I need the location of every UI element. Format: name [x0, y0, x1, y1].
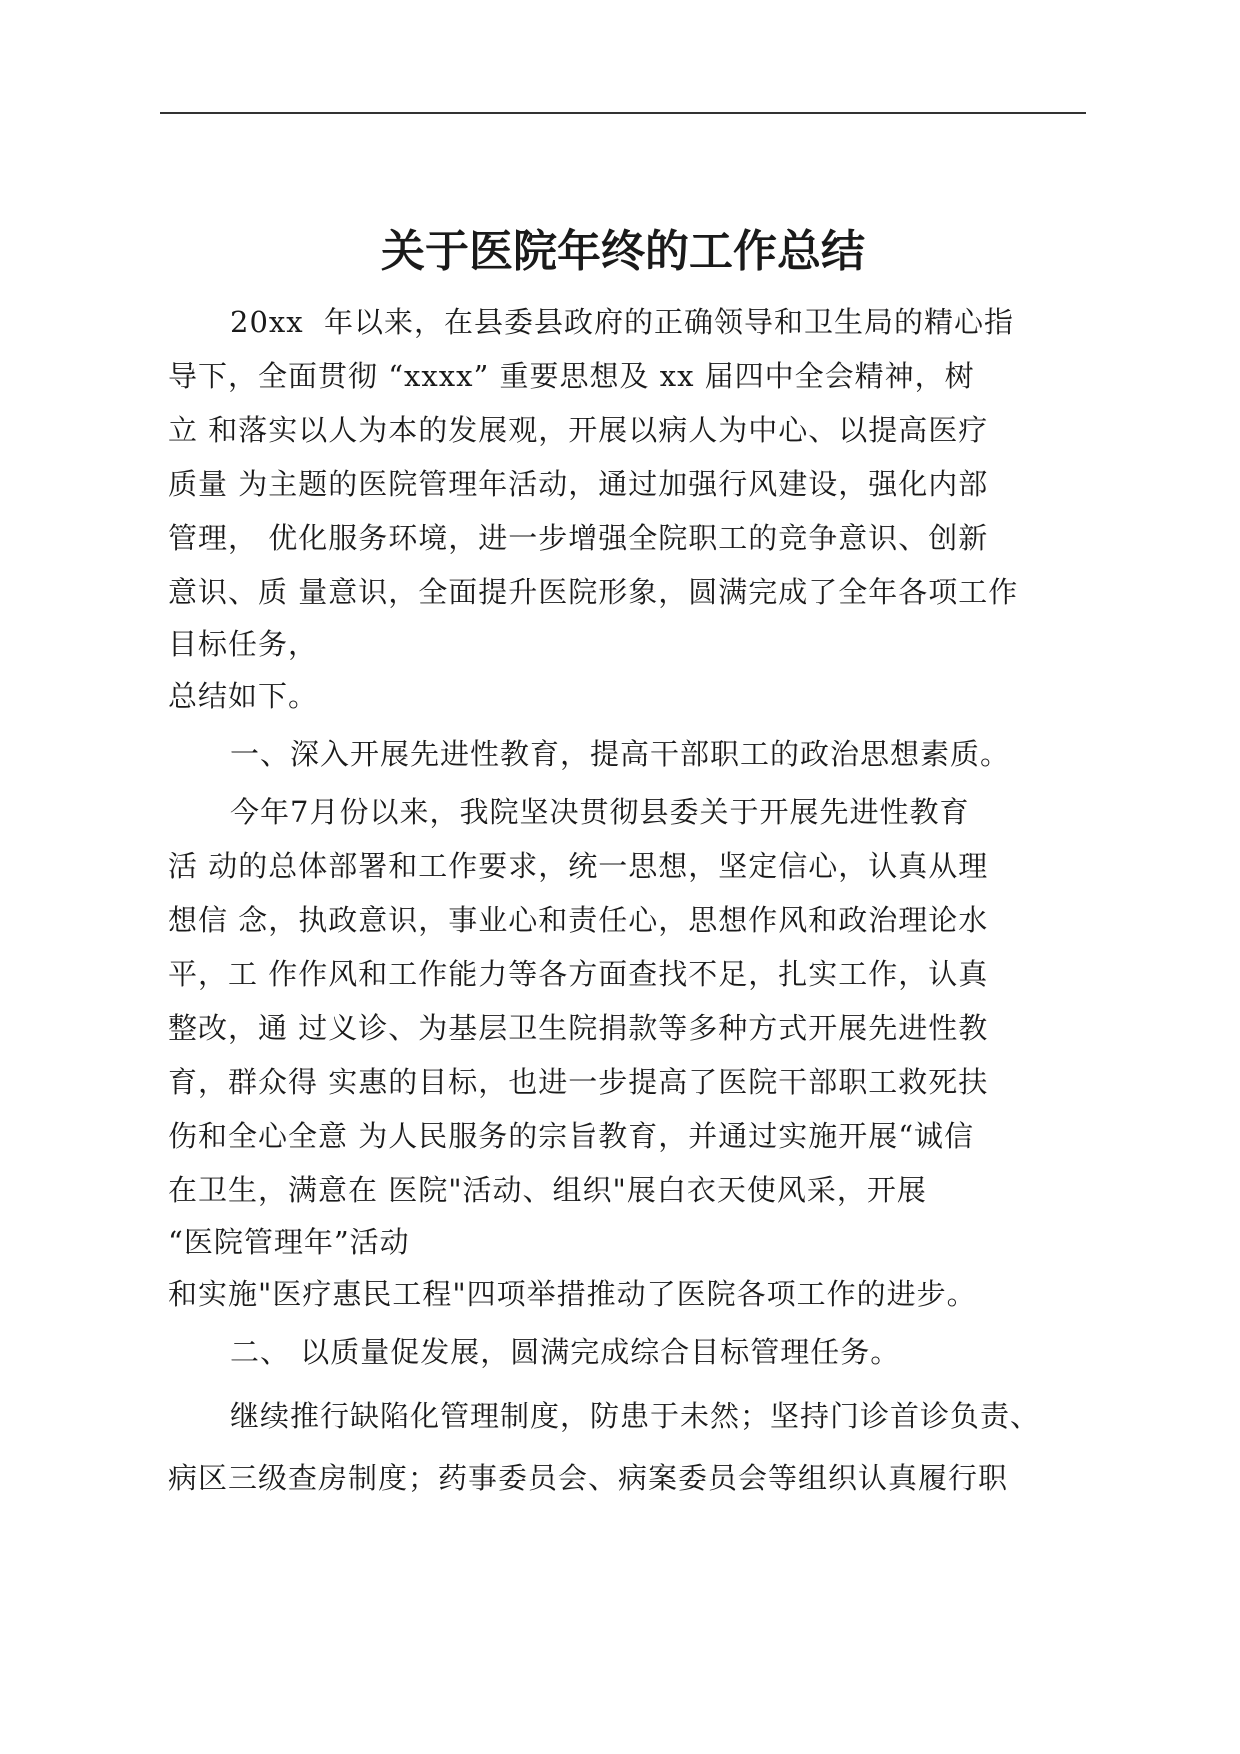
- section-heading: 一、深入开展先进性教育，提高干部职工的政治思想素质。: [230, 737, 1011, 771]
- paragraph-line: 活 动的总体部署和工作要求，统一思想，坚定信心，认真从理: [168, 849, 989, 883]
- paragraph-line: 平，工 作作风和工作能力等各方面查找不足，扎实工作，认真: [168, 957, 989, 991]
- paragraph-line: 总结如下。: [168, 679, 319, 713]
- paragraph-line: 20xx 年以来，在县委县政府的正确领导和卫生局的精心指: [230, 305, 1015, 339]
- paragraph-line: 立 和落实以人为本的发展观，开展以病人为中心、以提高医疗: [168, 413, 989, 447]
- paragraph-line: 育，群众得 实惠的目标，也进一步提高了医院干部职工救死扶: [168, 1065, 989, 1099]
- paragraph-line: 伤和全心全意 为人民服务的宗旨教育，并通过实施开展“诚信: [168, 1119, 975, 1153]
- paragraph-line: 导下，全面贯彻 “xxxx” 重要思想及 xx 届四中全会精神，树: [168, 359, 975, 393]
- paragraph-line: 在卫生，满意在 医院"活动、组织"展白衣天使风采，开展: [168, 1173, 927, 1207]
- header-rule: [160, 112, 1086, 114]
- paragraph-line: 和实施"医疗惠民工程"四项举措推动了医院各项工作的进步。: [168, 1277, 977, 1311]
- paragraph-line: 意识、质 量意识，全面提升医院形象，圆满完成了全年各项工作: [168, 575, 1019, 609]
- paragraph-line: 管理， 优化服务环境，进一步增强全院职工的竞争意识、创新: [168, 521, 989, 555]
- document-title: 关于医院年终的工作总结: [381, 226, 865, 277]
- paragraph-line: “医院管理年”活动: [168, 1225, 410, 1259]
- paragraph-line: 今年7月份以来，我院坚决贯彻县委关于开展先进性教育: [230, 795, 970, 829]
- paragraph-line: 整改，通 过义诊、为基层卫生院捐款等多种方式开展先进性教: [168, 1011, 989, 1045]
- paragraph-line: 继续推行缺陷化管理制度，防患于未然；坚持门诊首诊负责、: [230, 1399, 1041, 1433]
- paragraph-line: 目标任务，: [168, 627, 319, 661]
- section-heading: 二、 以质量促发展，圆满完成综合目标管理任务。: [230, 1335, 901, 1369]
- paragraph-line: 质量 为主题的医院管理年活动，通过加强行风建设，强化内部: [168, 467, 989, 501]
- paragraph-line: 病区三级查房制度；药事委员会、病案委员会等组织认真履行职: [168, 1461, 1009, 1495]
- paragraph-line: 想信 念，执政意识，事业心和责任心，思想作风和政治理论水: [168, 903, 989, 937]
